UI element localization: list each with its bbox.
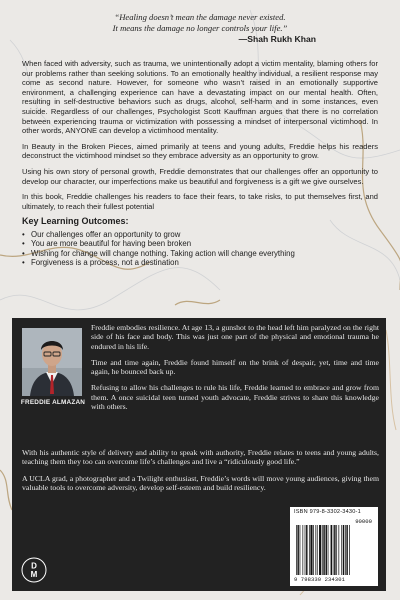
bio-paragraph: With his authentic style of delivery and ability to speak with authority, Freddie relates to teens and young adults, teaching them they too can overcome life’s challenges and live a “ridiculously good life.”: [22, 448, 379, 467]
bio-bottom-column: [22, 448, 379, 499]
publisher-logo-icon: [19, 555, 49, 585]
isbn-barcode: [290, 507, 378, 586]
outcome-item: • Forgiveness is a process, not a destination: [22, 258, 378, 267]
synopsis-paragraph: When faced with adversity, such as trauma, we unintentionally adopt a victim mentality, blaming others for our problems rather than seeking solutions. To an emotionally healthy individual, a resilient response may come as second nature. However, for someone who wasn’t raised in an emotionally supportive environment, a challenging experience can have a devastating impact on our mental health. Often, resulting in self-destructive behaviors such as drugs, alcohol, self-harm and in some instances, even suicide. Regardless of our challenges, Psychologist Scott Kauffman argues that there is no correlation between experiencing trauma or victimization with possessing a mindset of interpersonal victimhood. In other words, ANYONE can develop a victimhood mentality.: [22, 59, 378, 136]
quote-attribution: —Shah Rukh Khan: [238, 34, 316, 44]
outcomes-list: [22, 230, 378, 268]
synopsis-paragraph: In this book, Freddie challenges his readers to face their fears, to take risks, to put themselves first, and ultimately, to reach their fullest potential: [22, 192, 378, 211]
synopsis-paragraph: Using his own story of personal growth, Freddie demonstrates that our challenges offer an opportunity to develop our character, our imperfections make us beautiful and forgiveness is a gift we give ourselves.: [22, 166, 378, 186]
bio-paragraph: Refusing to allow his challenges to rule his life, Freddie learned to embrace and grow from them. A once suicidal teen turned youth advocate, Freddie strives to share this knowledge with others.: [91, 383, 379, 412]
synopsis-paragraph: In Beauty in the Broken Pieces, aimed primarily at teens and young adults, Freddie helps his readers deconstruct the victimhood mindset so they embrace adversity as an opportunity to grow.: [22, 141, 378, 161]
svg-text:D: D: [31, 561, 37, 571]
quote-line-2: It means the damage no longer controls your life.”: [112, 22, 288, 33]
outcome-item: • Our challenges offer an opportunity to grow: [22, 230, 378, 239]
barcode-bars: [296, 525, 372, 575]
svg-text:M: M: [30, 570, 38, 579]
outcome-item: • You are more beautiful for having been broken: [22, 239, 378, 248]
outcome-item: • Wishing for change will change nothing. Taking action will change everything: [22, 249, 378, 258]
outcomes-heading: Key Learning Outcomes:: [22, 216, 129, 227]
author-photo: [22, 328, 82, 396]
bio-paragraph: Time and time again, Freddie found himself on the brink of despair, yet, time and time again, he bounced back up.: [91, 357, 379, 377]
author-name-caption: FREDDIE ALMAZAN: [20, 399, 86, 406]
bio-paragraph: Freddie embodies resilience. At age 13, a gunshot to the head left him paralyzed on the right side of his face and body. This was just one part of the physical and emotional trauma he endured in his life.: [91, 323, 379, 351]
barcode-digits: 9 798330 234301: [294, 576, 346, 583]
bio-paragraph: A UCLA grad, a photographer and a Twilight enthusiast, Freddie’s words will move young audiences, giving them valuable tools to overcome adversity, develop self-esteem and build resiliency.: [22, 473, 379, 492]
quote-line-1: “Healing doesn’t mean the damage never existed.: [114, 12, 286, 22]
price-code: 90000: [355, 518, 372, 525]
isbn-number: ISBN 979-8-3302-3430-1: [294, 509, 361, 515]
synopsis: [22, 59, 378, 268]
bio-top-column: [91, 323, 379, 418]
epigraph-quote: [20, 12, 380, 33]
